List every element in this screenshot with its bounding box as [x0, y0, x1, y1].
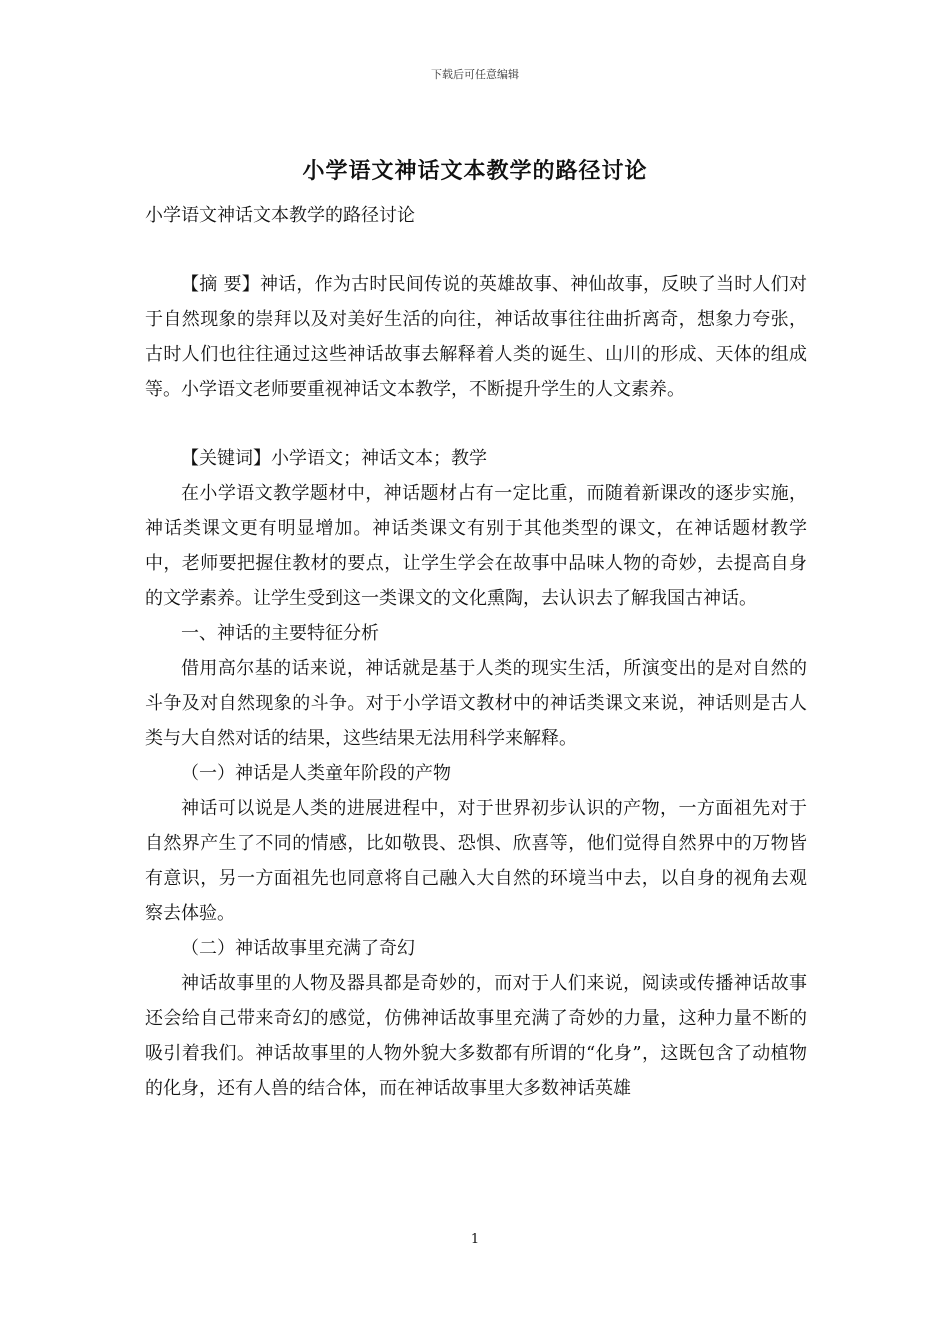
- body-paragraph: 神话故事里的人物及器具都是奇妙的，而对于人们来说，阅读或传播神话故事还会给自己带来奇幻的感觉，仿佛神话故事里充满了奇妙的力量，这种力量不断的吸引着我们。神话故事里的人物外貌大多数都有所谓的“化身”，这既包含了动植物的化身，还有人兽的结合体，而在神话故事里大多数神话英雄: [145, 973, 807, 1099]
- body-paragraph: 神话可以说是人类的进展进程中，对于世界初步认识的产物，一方面祖先对于自然界产生了不同的情感，比如敬畏、恐惧、欣喜等，他们觉得自然界中的万物皆有意识，另一方面祖先也同意将自己融入大自然的环境当中去，以自身的视角去观察去体验。: [145, 798, 807, 924]
- abstract-paragraph: 【摘 要】神话，作为古时民间传说的英雄故事、神仙故事，反映了当时人们对于自然现象的崇拜以及对美好生活的向往，神话故事往往曲折离奇，想象力夸张，古时人们也往往通过这些神话故事去解释着人类的诞生、山川的形成、天体的组成等。小学语文老师要重视神话文本教学，不断提升学生的人文素养。: [145, 274, 807, 400]
- body-paragraph: 在小学语文教学题材中，神话题材占有一定比重，而随着新课改的逐步实施，神话类课文更有明显增加。神话类课文有别于其他类型的课文，在神话题材教学中，老师要把握住教材的要点，让学生学会在故事中品味人物的奇妙，去提高自身的文学素养。让学生受到这一类课文的文化熏陶，去认识去了解我国古神话。: [145, 483, 807, 609]
- page-number: 1: [470, 1232, 480, 1247]
- subsection-heading: （二）神话故事里充满了奇幻: [181, 938, 415, 959]
- document-subtitle: 小学语文神话文本教学的路径讨论: [145, 205, 415, 226]
- section-heading: 一、神话的主要特征分析: [181, 623, 379, 644]
- document-body: [145, 198, 807, 1106]
- document-title: 小学语文神话文本教学的路径讨论: [302, 158, 648, 184]
- body-paragraph: 借用高尔基的话来说，神话就是基于人类的现实生活，所演变出的是对自然的斗争及对自然现象的斗争。对于小学语文教材中的神话类课文来说，神话则是古人类与大自然对话的结果，这些结果无法用科学来解释。: [145, 658, 807, 749]
- keywords-line: 【关键词】小学语文；神话文本；教学: [181, 448, 487, 469]
- subsection-heading: （一）神话是人类童年阶段的产物: [181, 763, 451, 784]
- header-note: 下载后可任意编辑: [431, 68, 519, 81]
